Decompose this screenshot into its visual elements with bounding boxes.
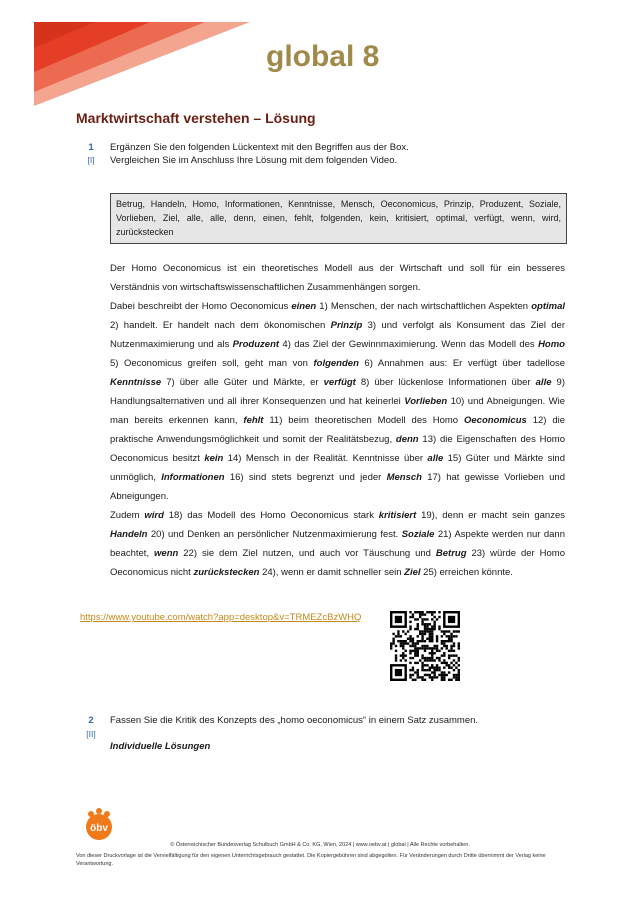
answer-word: optimal (531, 301, 565, 312)
task-1-instruction-1: Ergänzen Sie den folgenden Lückentext mit den Begriffen aus der Box. (110, 142, 409, 153)
answer-word: denn (395, 434, 419, 445)
cloze-text (110, 259, 565, 582)
task-1-level: [I] (87, 155, 95, 165)
answer-word: Homo (538, 339, 565, 350)
task-2-number: 2 (88, 715, 94, 726)
answer-word: einen (291, 301, 317, 312)
task-1-number: 1 (88, 142, 94, 153)
footer-copyright: © Österreichischer Bundesverlag Schulbuch GmbH & Co. KG, Wien, 2024 | www.oebv.at | global | Alle Rechte vorbehalten. (170, 842, 470, 848)
task-2-level: [II] (86, 729, 96, 739)
answer-word: fehlt (243, 415, 264, 426)
word-box: Betrug, Handeln, Homo, Informationen, Kenntnisse, Mensch, Oeconomicus, Prinzip, Produzent, Soziale, Vorlieben, Ziel, alle, alle, denn, einen, fehlt, folgenden, kein, kritisiert, optimal, verfügt, wenn, wird, zurückstecken (110, 193, 567, 244)
answer-word: folgenden (313, 358, 359, 369)
page-title: Marktwirtschaft verstehen – Lösung (76, 110, 316, 126)
answer-word: Informationen (161, 472, 225, 483)
logo-text: öbv (90, 823, 108, 834)
brand-title: global 8 (266, 40, 380, 73)
video-link[interactable]: https://www.youtube.com/watch?app=desktop&v=TRMEZcBzWHQ (80, 612, 362, 623)
answer-word: wenn (154, 548, 179, 559)
paragraph: Zudem wird 18) das Modell des Homo Oeconomicus stark kritisiert 19), denn er macht sein ganzes Handeln 20) und Denken an persönlicher Nutzenmaximierung fest. Soziale 21) Aspekte werden nur dann beachtet, wenn 22) sie dem Ziel nutzen, und auch vor Täuschung und Betrug 23) würde der Homo Oeconomicus nicht zurückstecken 24), wenn er damit schneller sein Ziel 25) erreichen könnte. (110, 510, 566, 578)
answer-word: Prinzip (330, 320, 363, 331)
answer-word: alle (427, 453, 444, 464)
publisher-logo (82, 808, 116, 842)
answer-word: Produzent (232, 339, 280, 350)
paragraph: Dabei beschreibt der Homo Oeconomicus einen 1) Menschen, der nach wirtschaftlichen Aspekten optimal 2) handelt. Er handelt nach dem ökonomischen Prinzip 3) und verfolgt als Konsument das Ziel der Nutzenmaximierung und als Produzent 4) das Ziel der Gewinnmaximierung. Wenn das Modell des Homo 5) Oeconomicus greifen soll, geht man von folgenden 6) Annahmen aus: Er verfügt über tadellose Kenntnisse 7) über alle Güter und Märkte, er verfügt 8) über lückenlose Informationen über alle 9) Handlungsalternativen und all ihrer Konsequenzen und hat keinerlei Vorlieben 10) und Abneigungen. Wie man bereits erkennen kann, fehlt 11) beim theoretischen Modell des Homo Oeconomicus 12) die praktische Anwendungsmöglichkeit und somit der Realitätsbezug, denn 13) die Eigenschaften des Homo Oeconomicus besitzt kein 14) Mensch in der Realität. Kenntnisse über alle 15) Güter und Märkte sind unmöglich, Informationen 16) sind stets begrenzt und jeder Mensch 17) hat gewisse Vorlieben und Abneigungen. (110, 301, 566, 502)
answer-word: wird (144, 510, 164, 521)
answer-word: Ziel (404, 567, 421, 578)
answer-word: Handeln (110, 529, 148, 540)
footer-disclaimer: Von dieser Druckvorlage ist die Vervielfältigung für den eigenen Unterrichtsgebrauch gestattet. Die Kopiergebühren sind abgegolten. Für Veränderungen durch Dritte übernimmt der Verlag keine Verantwortung. (76, 853, 546, 867)
paragraph: Der Homo Oeconomicus ist ein theoretisches Modell aus der Wirtschaft und soll für ein besseres Verständnis von wirtschaftswissenschaftlichen Zusammenhängen sorgen. (110, 263, 565, 293)
answer-word: kritisiert (378, 510, 417, 521)
answer-word: zurückstecken (193, 567, 260, 578)
answer-word: Soziale (401, 529, 435, 540)
task-2-answer: Individuelle Lösungen (110, 741, 211, 752)
answer-word: verfügt (323, 377, 356, 388)
answer-word: Kenntnisse (110, 377, 162, 388)
answer-word: alle (535, 377, 552, 388)
task-2-instruction: Fassen Sie die Kritik des Konzepts des „homo oeconomicus“ in einem Satz zusammen. (110, 715, 479, 726)
answer-word: Vorlieben (404, 396, 448, 407)
answer-word: Oeconomicus (463, 415, 527, 426)
header-decoration-stripes (0, 0, 260, 110)
answer-word: kein (204, 453, 224, 464)
answer-word: Mensch (386, 472, 422, 483)
qr-code (390, 611, 460, 681)
answer-word: Betrug (435, 548, 467, 559)
task-1-instruction-2: Vergleichen Sie im Anschluss Ihre Lösung mit dem folgenden Video. (110, 155, 398, 166)
